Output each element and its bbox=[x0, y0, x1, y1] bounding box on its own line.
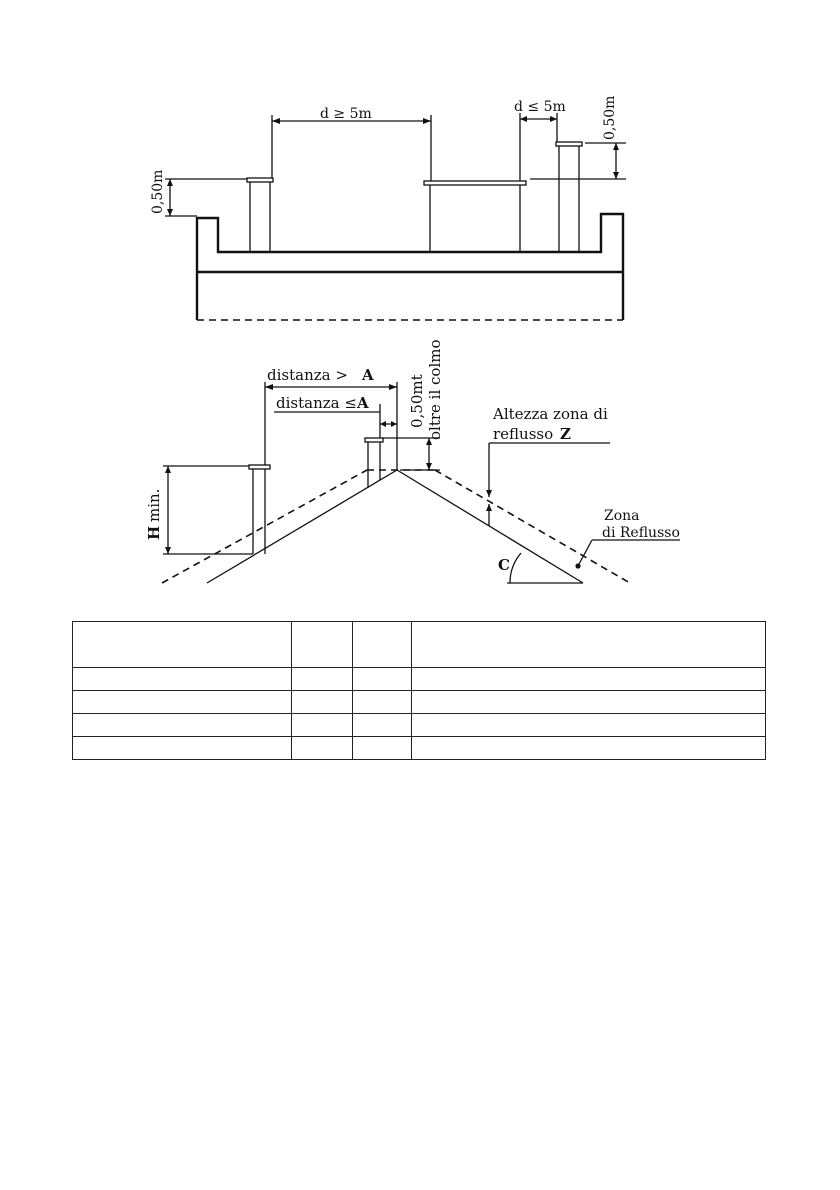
table-cell bbox=[73, 668, 292, 691]
pitched-roof-diagram bbox=[145, 339, 680, 583]
table-cell bbox=[73, 622, 292, 668]
table-cell bbox=[73, 691, 292, 714]
label-reflux-height-2: reflusso bbox=[493, 425, 554, 443]
label-angle-c: C bbox=[498, 556, 510, 574]
label-right-0-50m: 0,50m bbox=[602, 95, 618, 140]
label-reflux-height-z: Z bbox=[560, 425, 571, 443]
left-chimney bbox=[247, 178, 273, 252]
callout-reflux-zone bbox=[575, 508, 680, 569]
table-cell bbox=[353, 737, 412, 760]
table-cell bbox=[353, 691, 412, 714]
table-cell bbox=[292, 691, 353, 714]
label-d-le-5m: d ≤ 5m bbox=[514, 99, 566, 115]
table-cell bbox=[292, 622, 353, 668]
table-cell bbox=[412, 737, 766, 760]
label-distanza-gt-a: A bbox=[362, 366, 374, 384]
table-cell bbox=[353, 622, 412, 668]
reflux-zone-envelope bbox=[162, 470, 630, 583]
label-distanza-le: distanza ≤ bbox=[276, 394, 357, 412]
empty-table bbox=[72, 621, 766, 760]
label-oltre-il-colmo: oltre il colmo bbox=[426, 339, 444, 440]
table-cell bbox=[353, 714, 412, 737]
left-tall-chimney bbox=[249, 465, 270, 554]
table-cell bbox=[292, 714, 353, 737]
dim-distanza-le-a bbox=[274, 394, 397, 438]
table-cell bbox=[353, 668, 412, 691]
flat-roof-diagram bbox=[150, 96, 626, 320]
middle-obstacle bbox=[424, 181, 526, 252]
dim-d-le-5m bbox=[514, 99, 566, 181]
label-reflux-height-1: Altezza zona di bbox=[493, 405, 608, 423]
dim-distanza-gt-a bbox=[265, 366, 397, 470]
label-distanza-gt: distanza > bbox=[267, 366, 348, 384]
table-cell bbox=[73, 714, 292, 737]
label-h-min: min. bbox=[145, 488, 163, 522]
dim-d-ge-5m bbox=[272, 106, 431, 181]
dim-h-min bbox=[145, 466, 253, 554]
label-di-reflusso: di Reflusso bbox=[602, 525, 680, 541]
label-0-50mt: 0,50mt bbox=[408, 374, 426, 428]
table-cell bbox=[412, 622, 766, 668]
table-cell bbox=[292, 737, 353, 760]
right-chimney bbox=[556, 142, 582, 252]
dim-reflux-height-z bbox=[486, 405, 610, 526]
dim-0-50mt-oltre-colmo bbox=[383, 339, 444, 470]
table-cell bbox=[73, 737, 292, 760]
label-h: H bbox=[145, 525, 163, 540]
table-cell bbox=[412, 714, 766, 737]
label-left-0-50m: 0,50m bbox=[150, 169, 166, 214]
label-d-ge-5m: d ≥ 5m bbox=[320, 106, 372, 122]
table-cell bbox=[412, 668, 766, 691]
dim-left-0-50m bbox=[150, 170, 247, 216]
table-cell bbox=[412, 691, 766, 714]
angle-c bbox=[498, 553, 521, 583]
label-distanza-le-a: A bbox=[357, 394, 369, 412]
table-cell bbox=[292, 668, 353, 691]
roof-profile bbox=[207, 470, 583, 583]
label-zona: Zona bbox=[604, 508, 640, 524]
